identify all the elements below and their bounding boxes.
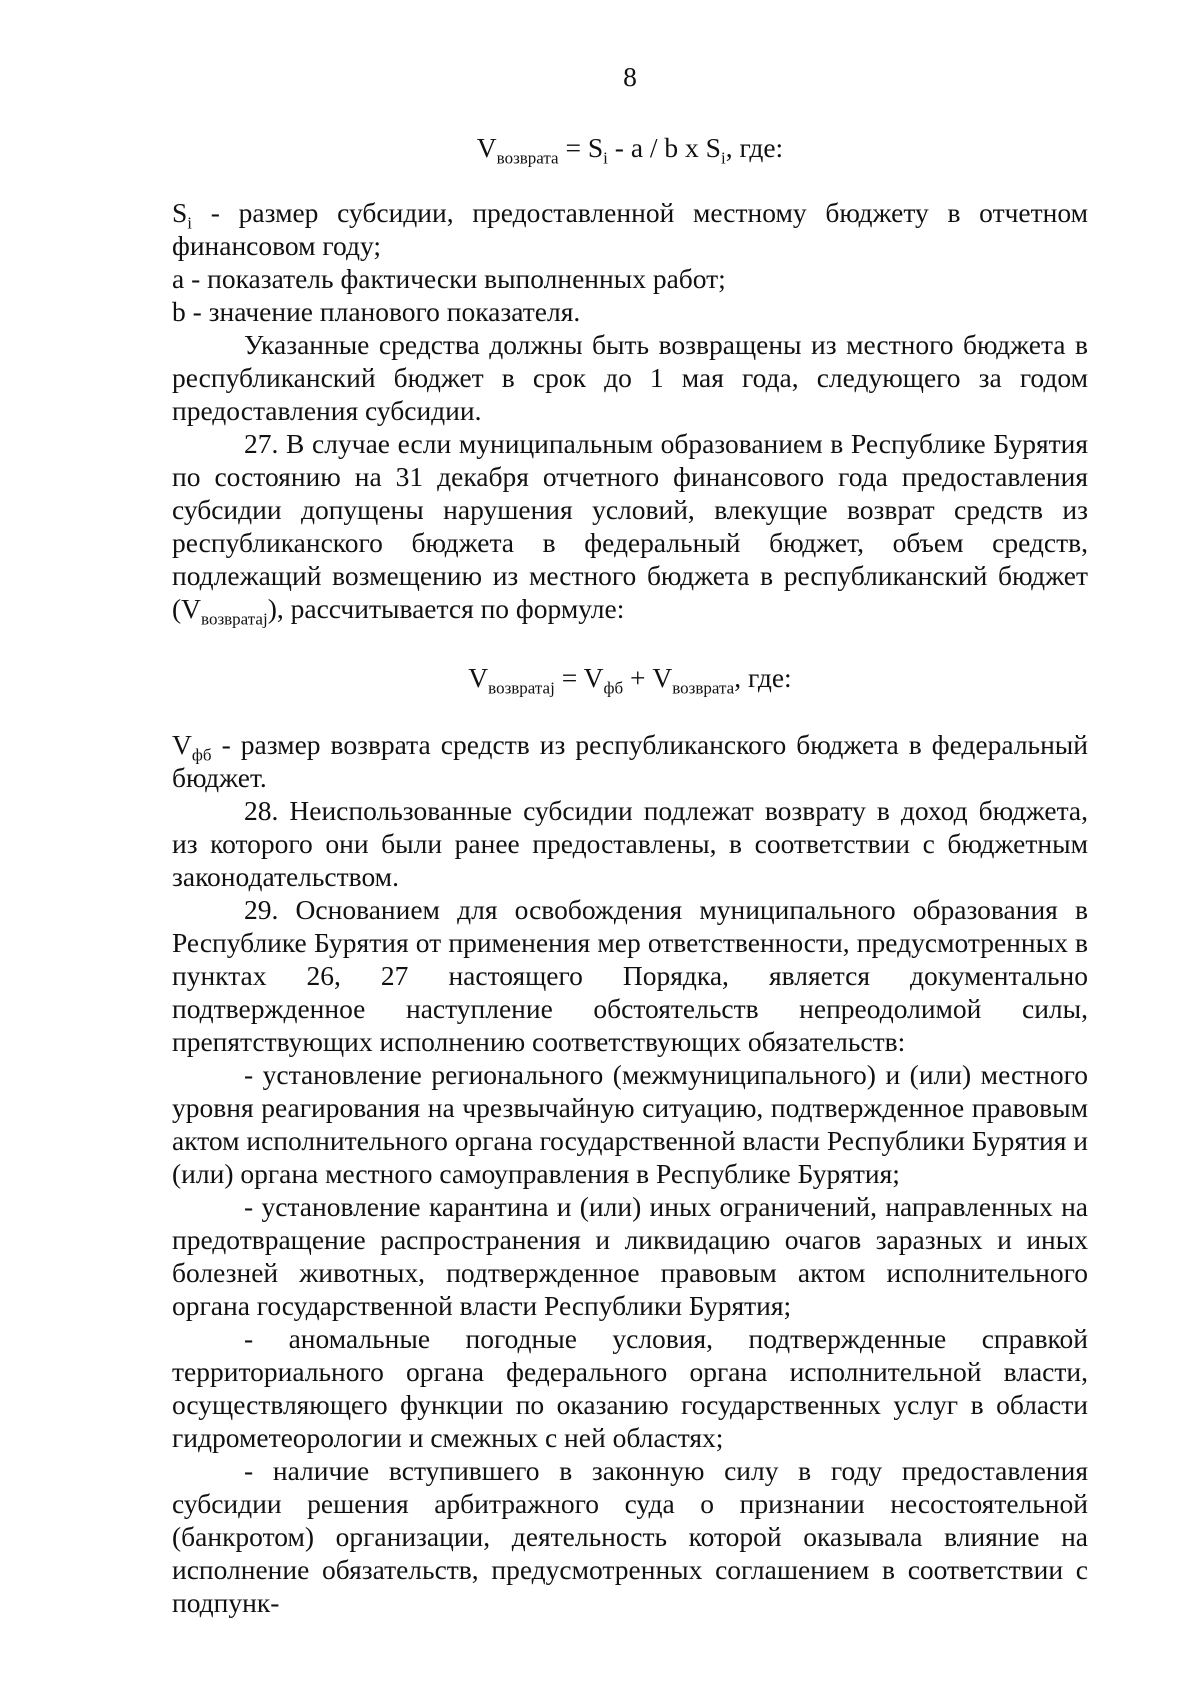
list-item-emergency: - установление регионального (межмуниципального) и (или) местного уровня реагирования на чрезвычайную ситуацию, подтвержденное правовым актом исполнительного органа государственной власти Республики Бурятия и (или) органа местного самоуправления в Республике Бурятия;	[172, 1059, 1088, 1189]
paragraph-27: 27. В случае если муниципальным образованием в Республике Бурятия по состоянию на 31 декабря отчетного финансового года предоставления субсидии допущены нарушения условий, влекущие возврат средств из республиканского бюджета в федеральный бюджет, объем средств, подлежащий возмещению из местного бюджета в республиканский бюджет $(V_{возвратаj})$, рассчитывается по формуле:	[172, 428, 1088, 629]
paragraph-29: 29. Основанием для освобождения муниципального образования в Республике Бурятия от применения мер ответственности, предусмотренных в пунктах 26, 27 настоящего Порядка, является документально подтвержденное наступление обстоятельств непреодолимой силы, препятствующих исполнению соответствующих обязательств:	[172, 894, 1088, 1057]
document-page	[172, 60, 1088, 1619]
formula-return-amount: $V_{возврата} = S_i - a / b$ x $S_i$, где:	[476, 132, 784, 168]
formula-return-amount-j: $V_{возвратаj} = V_{фб} + V_{возврата}$, где:	[468, 662, 792, 698]
definition-a: a - показатель фактически выполненных работ;	[172, 263, 726, 294]
paragraph-return-deadline: Указанные средства должны быть возвращены из местного бюджета в республиканский бюджет в срок до 1 мая года, следующего за годом предоставления субсидии.	[172, 329, 1088, 426]
definition-b: b - значение планового показателя.	[172, 296, 581, 327]
list-item-weather: - аномальные погодные условия, подтвержденные справкой территориального органа федерального органа исполнительной власти, осуществляющего функции по оказанию государственных услуг в области гидрометеорологии и смежных с ней областях;	[172, 1323, 1088, 1453]
definition-si: $S_i$ - размер субсидии, предоставленной местному бюджету в отчетном финансовом году;	[172, 197, 1088, 261]
definition-vfb: $V_{фб}$ - размер возврата средств из республиканского бюджета в федеральный бюджет.	[172, 729, 1088, 793]
list-item-quarantine: - установление карантина и (или) иных ограничений, направленных на предотвращение распространения и ликвидацию очагов заразных и иных болезней животных, подтвержденное правовым актом исполнительного органа государственной власти Республики Бурятия;	[172, 1191, 1088, 1321]
list-item-bankruptcy: - наличие вступившего в законную силу в году предоставления субсидии решения арбитражного суда о признании несостоятельной (банкротом) организации, деятельность которой оказывала влияние на исполнение обязательств, предусмотренных соглашением в соответствии с подпунк-	[172, 1455, 1088, 1618]
page-number: 8	[623, 61, 637, 92]
paragraph-28: 28. Неиспользованные субсидии подлежат возврату в доход бюджета, из которого они были ранее предоставлены, в соответствии с бюджетным законодательством.	[172, 795, 1088, 892]
